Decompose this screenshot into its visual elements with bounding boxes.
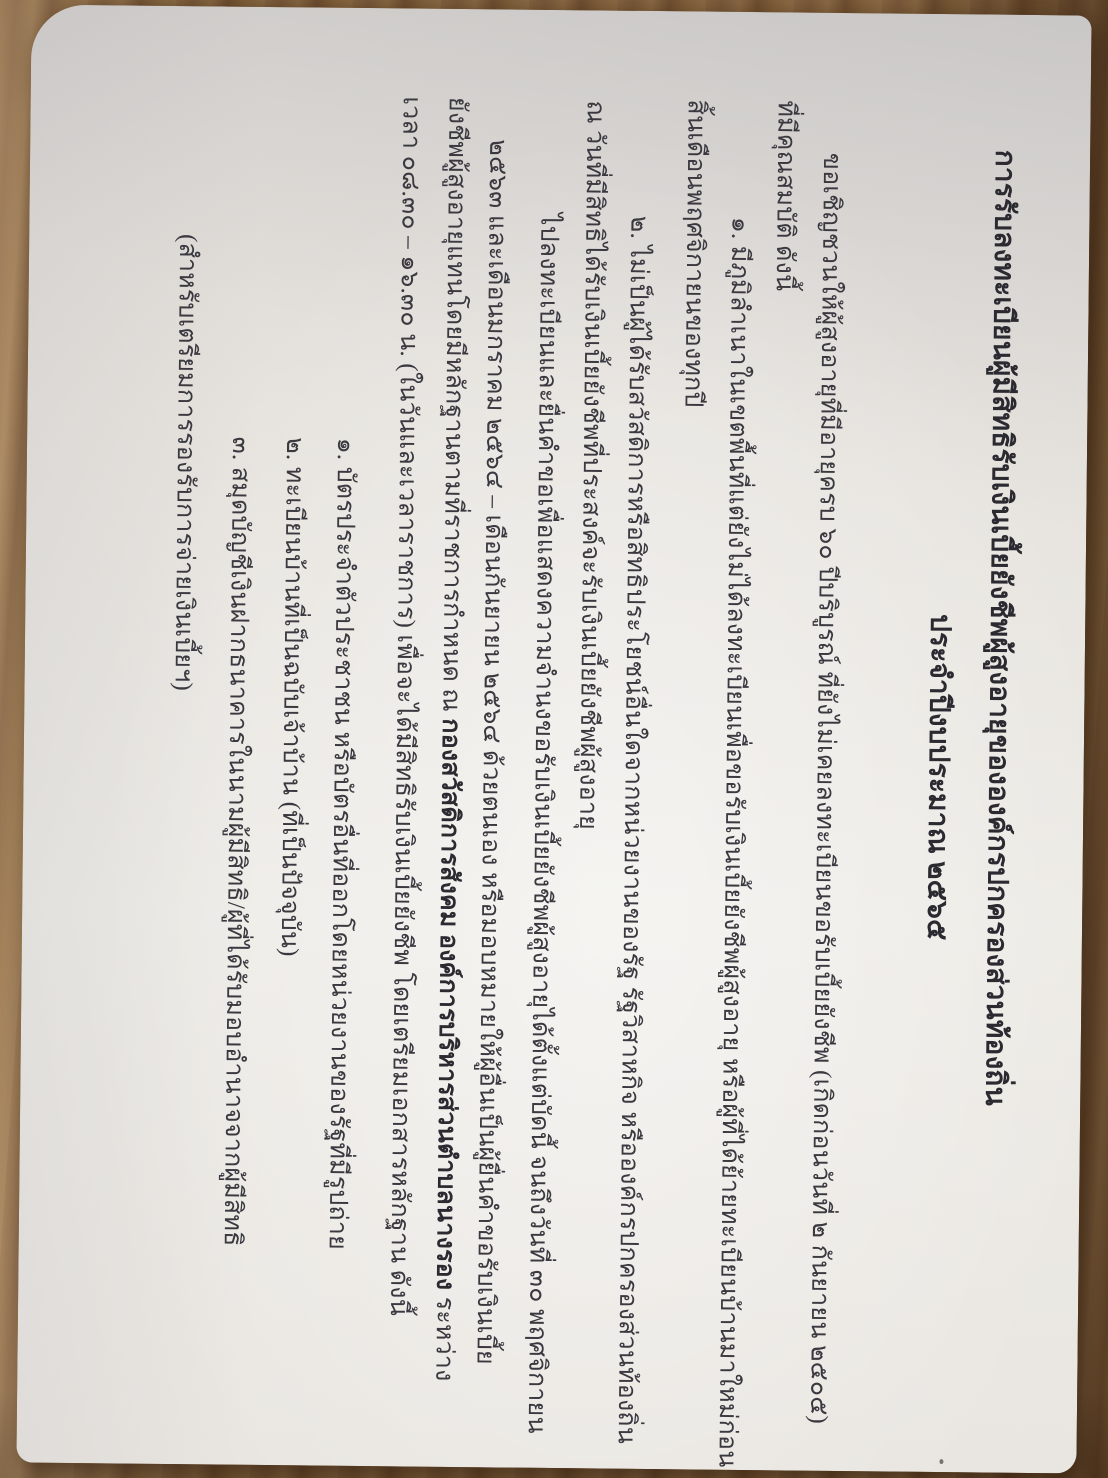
doc-text: (สำหรับเตรียมการรองรับการจ่ายเงินเบี้ยฯ) [169,233,202,692]
doc-line-body [427,97,473,1382]
doc-line-body [381,96,426,1316]
doc-line-body [767,100,801,291]
doc-line-subtitle [918,614,958,941]
paper-speck [939,1459,943,1464]
doc-text: ๒๕๖๓ และเดือนมกราคม ๒๕๖๔ – เดือนกันยายน ๒๕๖๔ ด้วยตนเอง หรือมอบหมายให้ผู้อื่นเป็นผู้ยื่นคำขอรับเงินเบี้ย [471,139,512,1365]
doc-text: ๑. บัตรประจำตัวประชาชน หรือบัตรอื่นที่ออกโดยหน่วยงานของรัฐที่มีรูปถ่าย [323,437,360,1251]
paper-sheet [16,4,1091,1473]
doc-text: ยังชีพผู้สูงอายุแทนโดยมีหลักฐานตามที่ราชการกำหนด ณ [437,96,471,719]
doc-text: ๑. มีภูมิลำเนาในเขตพื้นที่แต่ยังไม่ได้ลงทะเบียนเพื่อขอรับเงินเบี้ยยังชีพผู้สูงอายุ หรือผู้ที่ได้ย้ายทะเบียนบ้านมาใหม่ก่อน [713,216,754,1468]
doc-line-list-item [609,216,654,1444]
doc-text-bold: การรับลงทะเบียนผู้มีสิทธิรับเงินเบี้ยยังชีพผู้สูงอายุขององค์กรปกครองส่วนท้องถิ่น [979,149,1021,1107]
doc-text: ไปลงทะเบียนและยื่นคำขอเพื่อแสดงความจำนงขอรับเงินเบี้ยยังชีพผู้สูงอายุได้ตั้งแต่บัดนี้ จนถึงวันที่ ๓๐ พฤศจิกายน [522,212,563,1434]
doc-line-body [468,139,513,1365]
doc-text: ณ วันที่มีสิทธิได้รับเงินเบี้ยยังชีพที่ประสงค์จะรับเงินเบี้ยยังชีพผู้สูงอายุ [574,100,609,831]
doc-text: ๓. สมุดบัญชีเงินฝากธนาคารในนามผู้มีสิทธิ/ผู้ที่ได้รับมอบอำนาจจากผู้มีสิทธิ [218,436,255,1247]
doc-line-title [976,149,1022,1106]
doc-text: ระหว่าง [430,1290,459,1382]
doc-text-bold: ประจำปีงบประมาณ ๒๕๖๕ [920,613,956,941]
doc-text: ที่มีคุณสมบัติ ดังนี้ [770,100,800,292]
doc-line-list-item [710,217,756,1468]
doc-text: เวลา ๐๘.๓๐ – ๑๖.๓๐ น. (ในวันและเวลาราชการ) เพื่อจะได้มีสิทธิรับเงินเบี้ยยังชีพ โดยเตรียมเอกสารหลักฐาน ดังนี้ [384,96,425,1317]
doc-text: ๒. ไม่เป็นผู้ได้รับสวัสดิการหรือสิทธิประโยชน์อื่นใดจากหน่วยงานของรัฐ รัฐวิสาหกิจ หรือองค์กรปกครองส่วนท้องถิ่น [612,215,653,1445]
doc-text: ขอเชิญชวนให้ผู้สูงอายุที่มีอายุครบ ๖๐ ปีบริบูรณ์ ที่ยังไม่เคยลงทะเบียนขอรับเบี้ยยังชีพ (เกิดก่อนวันที่ ๒ กันยายน ๒๕๐๕) [804,152,846,1425]
doc-line-list-item [215,437,256,1247]
doc-line-body [571,100,611,830]
doc-text-bold: กองสวัสดิการสังคม องค์การบริหารส่วนตำบลนางรอง [431,718,465,1291]
doc-line-body [676,99,712,407]
doc-line-body [519,213,564,1434]
doc-line-note [166,234,203,691]
doc-text: สิ้นเดือนพฤศจิกายนของทุกปี [679,99,710,408]
doc-text: ๒. ทะเบียนบ้านที่เป็นฉบับเจ้าบ้าน (ที่เป็นปัจจุบัน) [275,437,309,957]
doc-line-body [801,153,847,1424]
doc-line-list-item [272,437,310,957]
doc-line-list-item [320,438,361,1250]
